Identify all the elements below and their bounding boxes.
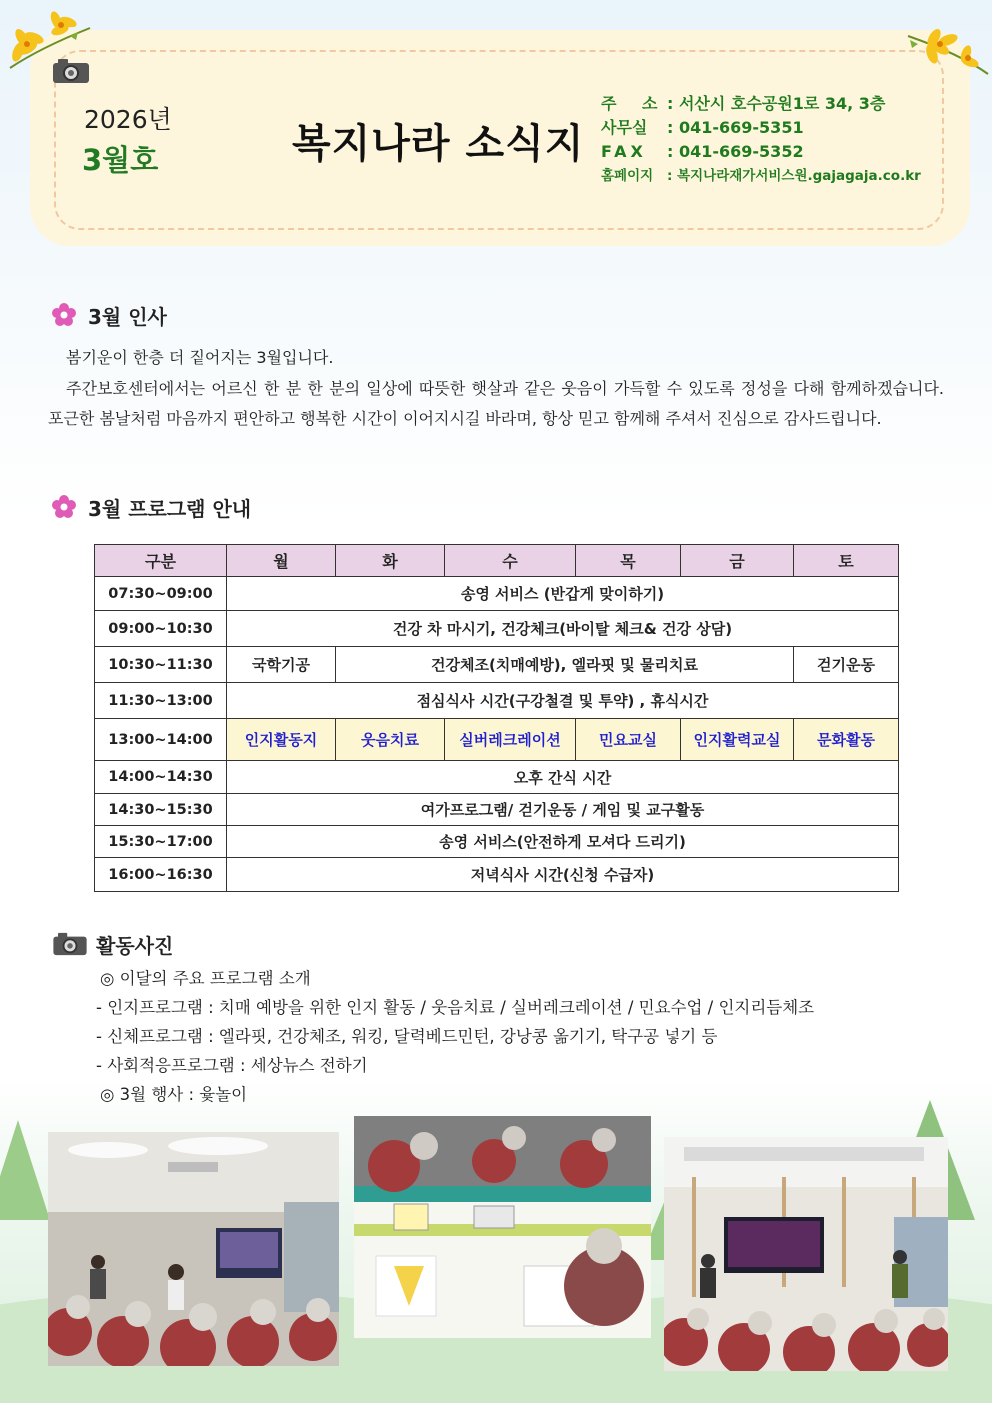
list-item: - 인지프로그램 : 치매 예방을 위한 인지 활동 / 웃음치료 / 실버레크레이션 / 민요수업 / 인지리듬체조	[96, 998, 815, 1017]
list-item: - 사회적응프로그램 : 세상뉴스 전하기	[96, 1056, 368, 1075]
program-cell: 문화활동	[794, 719, 899, 761]
time-cell: 15:30~17:00	[95, 826, 227, 858]
program-heading	[52, 492, 251, 522]
list-item: ◎ 3월 행사 : 윷놀이	[100, 1085, 248, 1104]
column-header: 수	[445, 545, 576, 577]
homepage-label: 홈페이지	[601, 168, 654, 184]
activity-cell: 저녁식사 시간(신청 수급자)	[227, 858, 899, 892]
activity-photo-2	[354, 1116, 651, 1338]
activity-cell: 여가프로그램/ 걷기운동 / 게임 및 교구활동	[227, 794, 899, 826]
greeting-heading	[52, 300, 167, 330]
column-header: 월	[227, 545, 336, 577]
office-label: 사무실	[601, 118, 648, 137]
time-cell: 09:00~10:30	[95, 611, 227, 647]
camera-icon	[52, 58, 90, 84]
time-cell: 16:00~16:30	[95, 858, 227, 892]
program-heading-label: 3월 프로그램 안내	[88, 496, 252, 521]
fax-row	[601, 140, 921, 164]
address-label: 주 소	[601, 94, 668, 113]
time-cell: 11:30~13:00	[95, 683, 227, 719]
time-cell: 14:00~14:30	[95, 761, 227, 794]
table-row	[95, 683, 899, 719]
issue-label: 3월호	[82, 143, 159, 177]
pink-flower-icon	[52, 303, 76, 327]
activity-cell: 걷기운동	[794, 647, 899, 683]
column-header: 구분	[95, 545, 227, 577]
table-row	[95, 826, 899, 858]
fax-label: FAX	[601, 142, 647, 161]
program-cell: 실버레크레이션	[445, 719, 576, 761]
program-schedule-table	[94, 544, 899, 892]
greeting-text	[48, 343, 944, 435]
column-header: 화	[336, 545, 445, 577]
list-item: ◎ 이달의 주요 프로그램 소개	[100, 969, 311, 988]
column-header: 목	[576, 545, 681, 577]
address-value: : 서산시 호수공원1로 34, 3층	[667, 94, 886, 113]
activity-cell: 국학기공	[227, 647, 336, 683]
photos-heading	[52, 929, 173, 959]
forsythia-flower-icon	[900, 14, 992, 84]
activity-cell: 건강 차 마시기, 건강체크(바이탈 체크& 건강 상담)	[227, 611, 899, 647]
table-row	[95, 577, 899, 611]
time-cell: 10:30~11:30	[95, 647, 227, 683]
greeting-heading-label: 3월 인사	[88, 304, 167, 329]
office-value: : 041-669-5351	[667, 118, 804, 137]
table-row	[95, 858, 899, 892]
office-row	[601, 116, 921, 140]
table-row	[95, 611, 899, 647]
newsletter-title: 복지나라 소식지	[292, 121, 585, 167]
camera-icon	[52, 932, 88, 956]
table-row	[95, 761, 899, 794]
activity-cell: 오후 간식 시간	[227, 761, 899, 794]
activity-cell: 송영 서비스(안전하게 모셔다 드리기)	[227, 826, 899, 858]
column-header: 토	[794, 545, 899, 577]
photos-heading-label: 활동사진	[96, 933, 174, 958]
time-cell: 14:30~15:30	[95, 794, 227, 826]
program-cell: 웃음치료	[336, 719, 445, 761]
program-cell: 인지활력교실	[681, 719, 794, 761]
table-row	[95, 647, 899, 683]
contact-info	[601, 92, 921, 188]
time-cell: 13:00~14:00	[95, 719, 227, 761]
list-item: - 신체프로그램 : 엘라핏, 건강체조, 워킹, 달력베드민턴, 강낭콩 옮기기, 탁구공 넣기 등	[96, 1027, 718, 1046]
table-header-row	[95, 545, 899, 577]
activity-cell: 송영 서비스 (반갑게 맞이하기)	[227, 577, 899, 611]
activity-cell: 건강체조(치매예방), 엘라핏 및 물리치료	[336, 647, 794, 683]
table-row	[95, 794, 899, 826]
activity-photo-1	[48, 1132, 339, 1366]
homepage-row	[601, 164, 921, 188]
fax-value: : 041-669-5352	[667, 142, 804, 161]
program-cell: 민요교실	[576, 719, 681, 761]
column-header: 금	[681, 545, 794, 577]
activity-cell: 점심식사 시간(구강철결 및 투약) , 휴식시간	[227, 683, 899, 719]
program-cell: 인지활동지	[227, 719, 336, 761]
greeting-line: 주간보호센터에서는 어르신 한 분 한 분의 일상에 따뜻한 햇살과 같은 웃음이 가득할 수 있도록 정성을 다해 함께하겠습니다. 포근한 봄날처럼 마음까지 편안하고 행복한 시간이 이어지시길 바라며, 항상 믿고 함께해 주셔서 진심으로 감사드립니다.	[48, 378, 944, 428]
greeting-line: 봄기운이 한층 더 짙어지는 3월입니다.	[66, 348, 334, 367]
table-row	[95, 719, 899, 761]
address-row	[601, 92, 921, 116]
year: 2026년	[84, 105, 172, 134]
homepage-value: : 복지나라재가서비스원.gajagaja.co.kr	[667, 168, 921, 184]
time-cell: 07:30~09:00	[95, 577, 227, 611]
pink-flower-icon	[52, 495, 76, 519]
activity-photo-3	[664, 1137, 948, 1371]
